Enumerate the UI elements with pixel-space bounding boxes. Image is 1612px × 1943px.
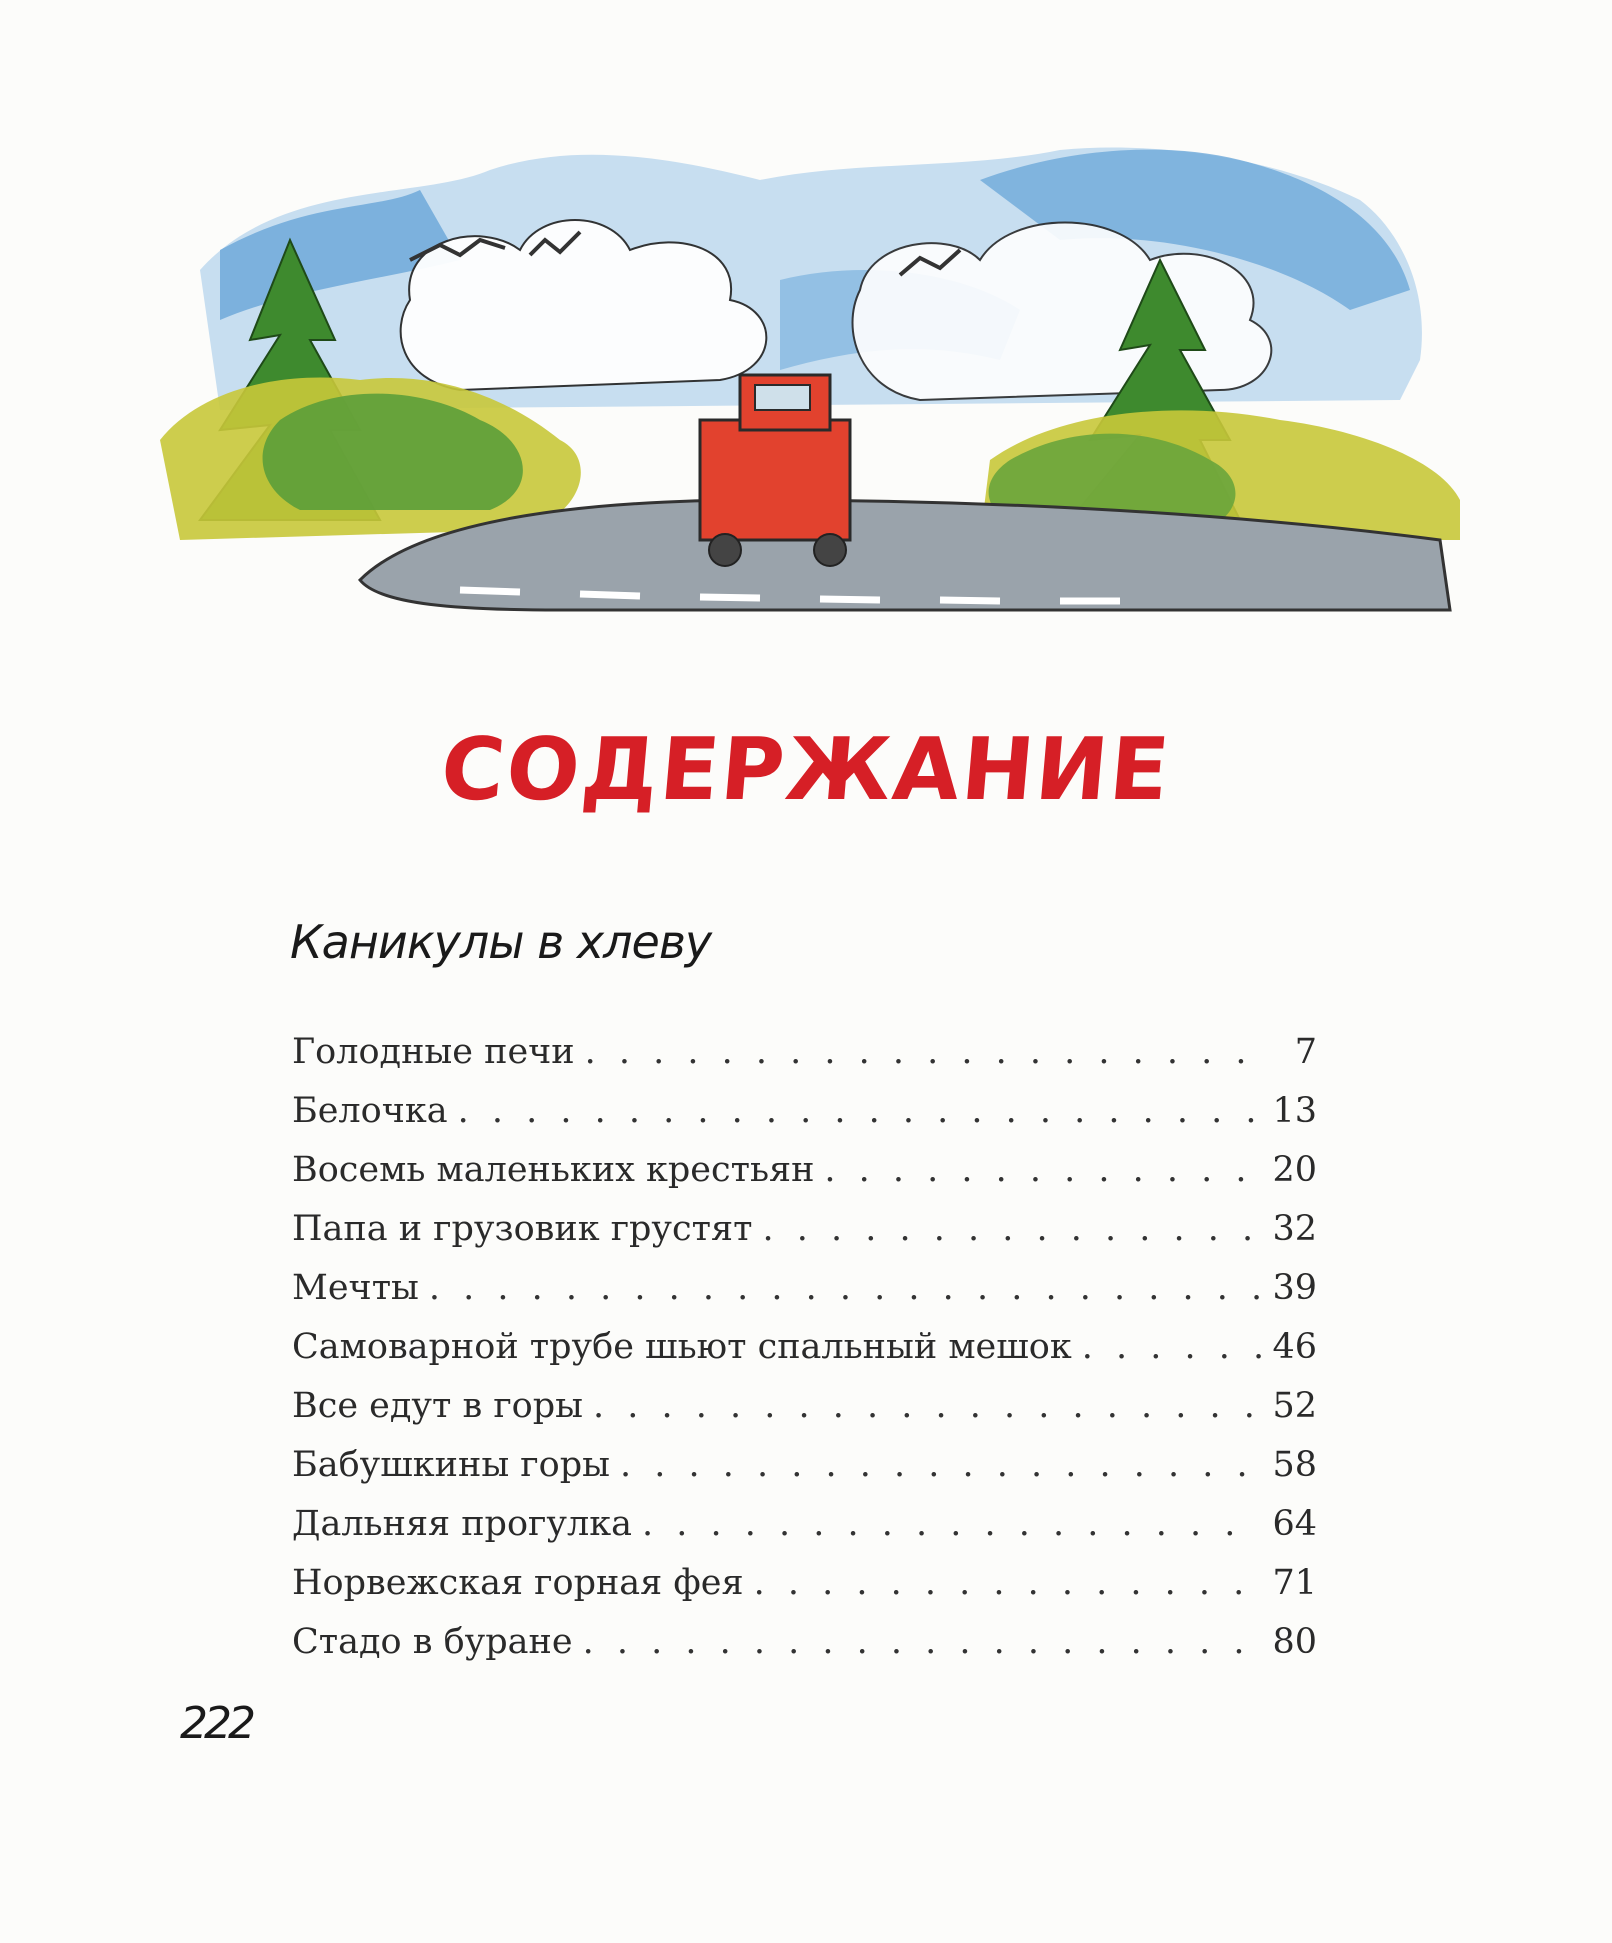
toc-entry-title: Белочка: [292, 1091, 448, 1131]
toc-leader: [620, 1445, 1261, 1485]
toc-leader: [1082, 1327, 1261, 1367]
toc-entry[interactable]: [292, 1445, 1317, 1504]
table-of-contents: [292, 1032, 1317, 1681]
toc-entry-page: 71: [1272, 1563, 1317, 1603]
toc-entry-page: 80: [1272, 1622, 1317, 1662]
toc-leader: [458, 1091, 1261, 1131]
toc-entry[interactable]: [292, 1327, 1317, 1386]
toc-entry-title: Бабушкины горы: [292, 1445, 610, 1485]
toc-leader: [593, 1386, 1261, 1426]
toc-entry-title: Самоварной трубе шьют спальный мешок: [292, 1327, 1072, 1367]
toc-leader: [754, 1563, 1261, 1603]
truck-wheel: [709, 534, 741, 566]
page-title: СОДЕРЖАНИЕ: [437, 720, 1175, 820]
truck-window: [755, 385, 810, 410]
toc-leader: [824, 1150, 1261, 1190]
toc-entry[interactable]: [292, 1209, 1317, 1268]
toc-entry[interactable]: [292, 1563, 1317, 1622]
toc-entry[interactable]: [292, 1622, 1317, 1681]
toc-entry-page: 58: [1272, 1445, 1317, 1485]
toc-entry-page: 7: [1294, 1032, 1317, 1072]
toc-entry[interactable]: [292, 1268, 1317, 1327]
toc-entry[interactable]: [292, 1504, 1317, 1563]
toc-leader: [585, 1032, 1261, 1072]
toc-entry-title: Дальняя прогулка: [292, 1504, 632, 1544]
toc-leader: [429, 1268, 1261, 1308]
section-title: Каникулы в хлеву: [290, 915, 712, 969]
landscape-illustration: [160, 140, 1460, 640]
truck-wheel: [814, 534, 846, 566]
toc-entry-page: 64: [1272, 1504, 1317, 1544]
toc-entry-title: Мечты: [292, 1268, 419, 1308]
toc-entry-title: Голодные печи: [292, 1032, 575, 1072]
toc-entry-page: 32: [1272, 1209, 1317, 1249]
toc-entry-title: Стадо в буране: [292, 1622, 573, 1662]
toc-entry[interactable]: [292, 1150, 1317, 1209]
toc-entry-page: 52: [1272, 1386, 1317, 1426]
toc-entry[interactable]: [292, 1091, 1317, 1150]
toc-entry[interactable]: [292, 1386, 1317, 1445]
toc-entry-title: Папа и грузовик грустят: [292, 1209, 753, 1249]
toc-entry-page: 20: [1272, 1150, 1317, 1190]
truck-body: [700, 420, 850, 540]
toc-entry[interactable]: [292, 1032, 1317, 1091]
toc-entry-title: Все едут в горы: [292, 1386, 584, 1426]
toc-entry-page: 39: [1272, 1268, 1317, 1308]
toc-entry-page: 46: [1272, 1327, 1317, 1367]
toc-entry-page: 13: [1272, 1091, 1317, 1131]
toc-entry-title: Восемь маленьких крестьян: [292, 1150, 815, 1190]
toc-leader: [762, 1209, 1261, 1249]
toc-leader: [583, 1622, 1261, 1662]
page-number: 222: [180, 1698, 252, 1749]
toc-leader: [642, 1504, 1261, 1544]
toc-entry-title: Норвежская горная фея: [292, 1563, 744, 1603]
